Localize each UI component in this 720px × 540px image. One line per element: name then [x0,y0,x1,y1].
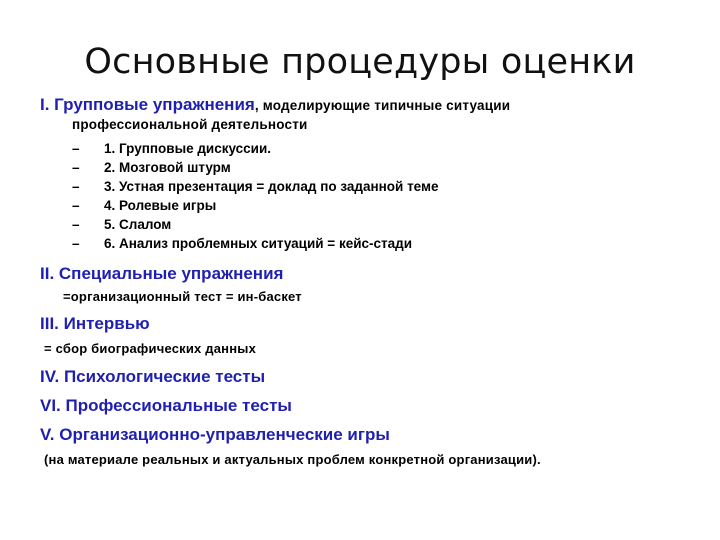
group-exercises-title: I. Групповые упражнения [40,95,255,114]
list-item [72,141,439,160]
dash-bullet: – [72,198,80,213]
special-exercises-heading [40,264,283,284]
special-exercises-title: II. Специальные упражнения [40,264,284,283]
list-item [72,198,439,217]
group-exercises-description-cont: профессиональной деятельности [72,117,308,132]
dash-bullet: – [72,160,80,175]
list-item [72,217,439,236]
prof-tests-heading [40,396,292,416]
list-item-text: 5. Слалом [104,217,172,232]
interview-title: III. Интервью [40,314,150,333]
psych-tests-heading [40,367,265,387]
dash-bullet: – [72,217,80,232]
group-exercises-heading [40,95,510,115]
special-exercises-note: =организационный тест = ин-баскет [63,289,302,304]
psych-tests-title: IV. Психологические тесты [40,367,266,386]
list-item-text: 2. Мозговой штурм [104,160,231,175]
interview-heading [40,314,150,334]
dash-bullet: – [72,236,80,251]
slide-title: Основные процедуры оценки [84,42,636,82]
list-item-text: 4. Ролевые игры [104,198,217,213]
list-item [72,179,439,198]
list-item [72,236,439,255]
dash-bullet: – [72,141,80,156]
interview-note: = сбор биографических данных [44,341,256,356]
group-exercises-description: , моделирующие типичные ситуации [254,98,511,113]
dash-bullet: – [72,179,80,194]
prof-tests-title: VI. Профессиональные тесты [40,396,292,415]
org-games-heading [40,425,390,445]
list-item-text: 1. Групповые дискуссии. [104,141,272,156]
list-item-text: 6. Анализ проблемных ситуаций = кейс-стади [104,236,413,251]
list-item [72,160,439,179]
org-games-title: V. Организационно-управленческие игры [40,425,390,444]
org-games-note: (на материале реальных и актуальных проблем конкретной организации). [44,452,541,467]
list-item-text: 3. Устная презентация = доклад по заданной теме [104,179,439,194]
group-exercises-list [72,141,439,255]
